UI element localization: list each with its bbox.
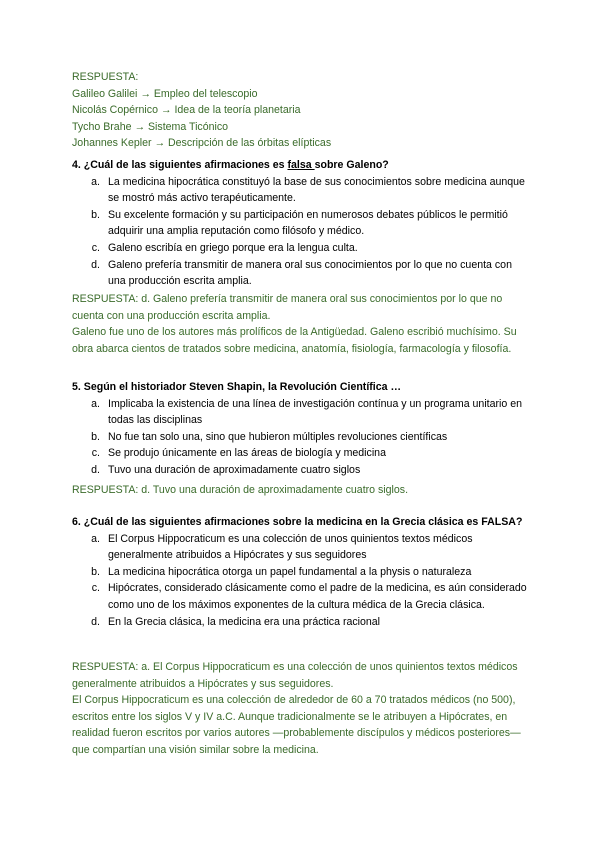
option-letter: c. <box>91 582 100 595</box>
arrow-icon: → <box>160 104 172 117</box>
person-name: Nicolás Copérnico <box>72 104 158 117</box>
option-a <box>72 531 532 564</box>
option-text: La medicina hipocrática constituyó la base de sus conocimientos sobre medicina aunque se mostró más activo terapéuticamente. <box>108 175 525 205</box>
option-letter: b. <box>91 565 100 578</box>
question-title <box>72 157 532 174</box>
title-part: 4. ¿Cuál de las siguientes afirmaciones es <box>72 159 288 171</box>
answer-block-4 <box>72 291 532 357</box>
option-text: No fue tan solo una, sino que hubieron múltiples revoluciones científicas <box>108 430 448 443</box>
option-b <box>72 429 532 446</box>
option-text: Su excelente formación y su participación en numerosos debates públicos le permitió adquirir una amplia reputación como filósofo y médico. <box>108 208 508 238</box>
option-text: La medicina hipocrática otorga un papel fundamental a la physis o naturaleza <box>108 565 472 578</box>
match-line-1 <box>72 86 532 103</box>
answer-label: RESPUESTA: <box>72 71 139 83</box>
option-text: Se produjo únicamente en las áreas de biología y medicina <box>108 447 386 460</box>
answer-block-6 <box>72 659 532 759</box>
answer-block-1 <box>72 69 532 152</box>
option-text: Implicaba la existencia de una línea de investigación contínua y un programa unitario en todas las disciplinas <box>108 397 523 427</box>
person-name: Johannes Kepler <box>72 137 152 150</box>
person-name: Tycho Brahe <box>72 120 132 133</box>
contribution: Empleo del telescopio <box>153 87 258 100</box>
question-title: 6. ¿Cuál de las siguientes afirmaciones sobre la medicina en la Grecia clásica es FALSA? <box>72 516 523 528</box>
option-letter: c. <box>91 241 100 254</box>
explanation-text: El Corpus Hippocraticum es una colección de alrededor de 60 a 70 tratados médicos (no 500), escritos entre los siglos V y IV a.C. Aunque tradicionalmente se le atribuyen a Hipócrates, en realidad fueron escritos por varios autores —probablemente discípulos y médicos posteriores— que compartían una visión similar sobre la medicina. <box>72 694 521 756</box>
person-name: Galileo Galilei <box>72 87 138 100</box>
option-text: Hipócrates, considerado clásicamente como el padre de la medicina, es aún considerado como uno de los máximos exponentes de la cultura médica de la Grecia clásica. <box>108 582 527 611</box>
option-d <box>72 462 532 479</box>
answer-text: RESPUESTA: d. Tuvo una duración de aproximadamente cuatro siglos. <box>72 484 409 496</box>
option-text: En la Grecia clásica, la medicina era una práctica racional <box>108 615 381 628</box>
option-letter: c. <box>91 447 100 460</box>
contribution: Sistema Ticónico <box>147 120 229 133</box>
option-letter: d. <box>91 463 100 476</box>
question-4 <box>72 157 532 290</box>
option-c <box>72 445 532 462</box>
option-text: Tuvo una duración de aproximadamente cuatro siglos <box>108 463 361 476</box>
option-c <box>72 580 532 613</box>
option-c <box>72 240 532 257</box>
arrow-icon: → <box>154 137 166 150</box>
answer-text: RESPUESTA: a. El Corpus Hippocraticum es una colección de unos quinientos textos médicos generalmente atribuidos a Hipócrates y sus seguidores. <box>72 661 518 690</box>
arrow-icon: → <box>140 87 151 100</box>
title-emphasis: falsa <box>287 159 315 171</box>
explanation-text: Galeno fue uno de los autores más prolíficos de la Antigüedad. Galeno escribió muchísimo. Su obra abarca cientos de tratados sobre medicina, anatomía, fisiología, farmacología y filosofía. <box>72 326 517 355</box>
option-d <box>72 614 532 631</box>
option-a <box>72 174 532 207</box>
arrow-icon: → <box>134 120 146 133</box>
option-letter: b. <box>91 430 100 443</box>
title-part: sobre Galeno? <box>314 159 389 171</box>
option-d <box>72 257 532 290</box>
option-letter: d. <box>91 258 100 271</box>
option-letter: a. <box>91 175 100 188</box>
match-line-3 <box>72 119 532 136</box>
option-letter: a. <box>91 532 100 545</box>
option-text: Galeno escribía en griego porque era la lengua culta. <box>108 241 358 254</box>
option-letter: a. <box>91 397 100 410</box>
option-letter: d. <box>91 615 100 628</box>
question-title: 5. Según el historiador Steven Shapin, la Revolución Científica … <box>72 381 402 393</box>
option-letter: b. <box>91 208 100 221</box>
option-b <box>72 564 532 581</box>
answer-block-5 <box>72 482 532 499</box>
option-text: El Corpus Hippocraticum es una colección de unos quinientos textos médicos generalmente atribuidos a Hipócrates y sus seguidores <box>108 532 473 562</box>
match-line-2 <box>72 102 532 119</box>
match-line-4 <box>72 135 532 152</box>
option-a <box>72 396 532 429</box>
option-b <box>72 207 532 240</box>
question-6 <box>72 514 532 630</box>
option-text: Galeno prefería transmitir de manera oral sus conocimientos por lo que no cuenta con una producción escrita amplia. <box>108 258 512 288</box>
contribution: Descripción de las órbitas elípticas <box>168 137 332 150</box>
answer-text: RESPUESTA: d. Galeno prefería transmitir de manera oral sus conocimientos por lo que no cuenta con una producción escrita amplia. <box>72 293 503 322</box>
contribution: Idea de la teoría planetaria <box>174 104 301 117</box>
question-5 <box>72 379 532 479</box>
